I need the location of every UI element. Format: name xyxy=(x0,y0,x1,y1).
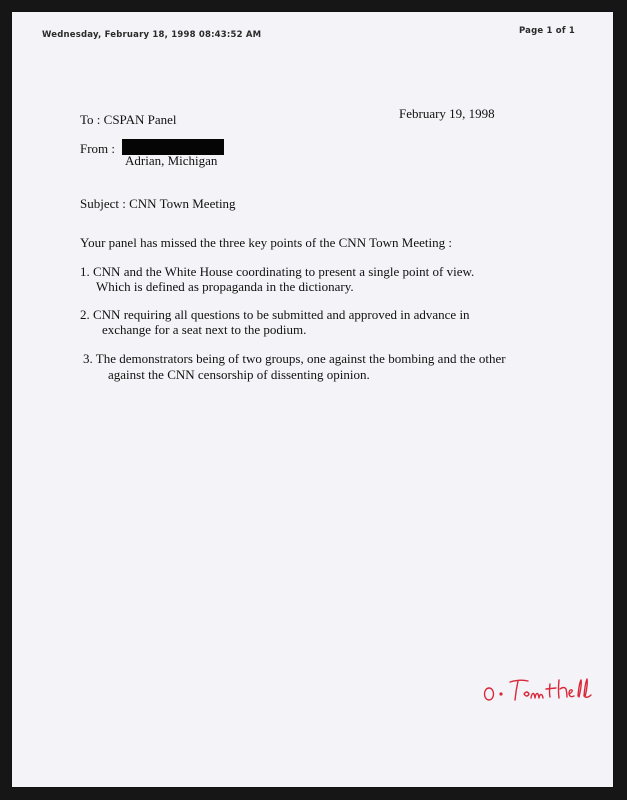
point-1-line-2: Which is defined as propaganda in the dictionary. xyxy=(96,279,354,294)
page-indicator: Page 1 of 1 xyxy=(518,26,575,36)
memo-from-label: From : xyxy=(80,141,116,156)
fax-timestamp: Wednesday, February 18, 1998 08:43:52 AM xyxy=(42,30,262,40)
memo-from-location: Adrian, Michigan xyxy=(125,153,218,168)
fax-page xyxy=(12,12,613,787)
memo-to: To : CSPAN Panel xyxy=(80,112,177,127)
memo-subject: Subject : CNN Town Meeting xyxy=(80,196,236,211)
point-3-line-2: against the CNN censorship of dissenting opinion. xyxy=(108,367,370,382)
handwritten-signature xyxy=(480,670,600,710)
point-2-line-2: exchange for a seat next to the podium. xyxy=(102,322,307,337)
point-2-line-1: 2. CNN requiring all questions to be submitted and approved in advance in xyxy=(80,307,470,322)
memo-intro: Your panel has missed the three key points of the CNN Town Meeting : xyxy=(80,235,452,250)
point-3-line-1: 3. The demonstrators being of two groups, one against the bombing and the other xyxy=(83,351,506,366)
memo-date: February 19, 1998 xyxy=(399,106,495,121)
point-1-line-1: 1. CNN and the White House coordinating to present a single point of view. xyxy=(80,264,475,279)
